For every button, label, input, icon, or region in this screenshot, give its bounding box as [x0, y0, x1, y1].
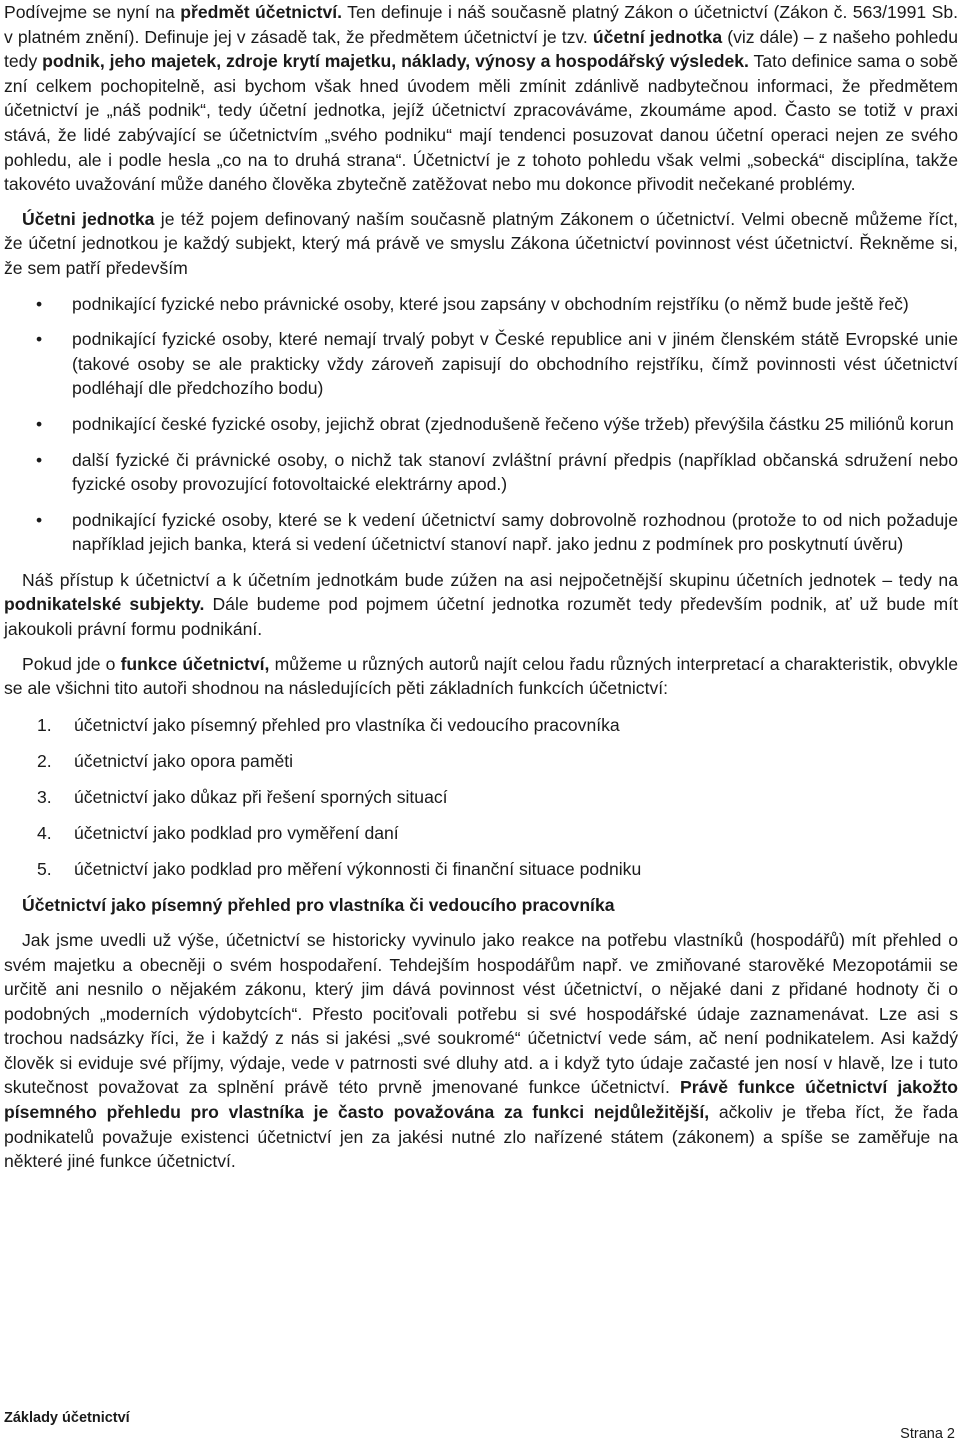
text-run: Pokud jde o	[22, 653, 121, 674]
paragraph-subject	[4, 0, 958, 197]
list-item-text: podnikající fyzické nebo právnické osoby, které jsou zapsány v obchodním rejstříku (o němž bude ještě řeč)	[72, 293, 909, 314]
text-run: Náš přístup k účetnictví a k účetním jednotkám bude zúžen na asi nejpočetnější skupinu účetních jednotek – tedy na	[22, 569, 958, 590]
bullet-marker: •	[36, 413, 43, 434]
footer-title: Základy účetnictví	[4, 1410, 130, 1426]
list-item-text: účetnictví jako podklad pro vyměření daní	[74, 823, 399, 844]
list-item	[4, 327, 958, 401]
section-heading: Účetnictví jako písemný přehled pro vlastníka či vedoucího pracovníka	[22, 895, 615, 916]
list-item	[4, 412, 958, 437]
list-item	[4, 749, 958, 774]
list-number: 5.	[37, 859, 52, 880]
text-run: Podívejme se nyní na	[4, 2, 181, 22]
text-run: (viz dále) – z našeho pohledu tedy	[4, 26, 959, 72]
list-item	[4, 785, 958, 810]
paragraph-accounting-unit	[4, 207, 958, 281]
list-item	[4, 508, 958, 557]
bullet-marker: •	[36, 329, 43, 350]
text-run: Tato definice sama o sobě zní celkem pochopitelně, asi bychom však hned úvodem měli zmínit zdánlivě nadbytečnou informaci, že předmětem účetnictví je „náš podnik“, tedy účetní jednotka, jejíž účetnictví zpracováváme, zkoumáme apod. Často se totiž v praxi stává, že lidé zabývající se účetnictvím „svého podniku“ mají tendenci posuzovat danou účetní operaci nejen ze svého pohledu, ale i podle hesla „co na to druhá strana“. Účetnictví je z tohoto pohledu však velmi „sobecká“ disciplína, takže takovéto uvažování může daného člověka zbytečně zatěžovat nebo mu dokonce přivodit nečekané problémy.	[4, 51, 958, 195]
list-item-text: účetnictví jako písemný přehled pro vlastníka či vedoucího pracovníka	[74, 714, 620, 735]
list-item	[4, 448, 958, 497]
text-run: ačkoliv je třeba říct, že řada podnikatelů považuje existenci účetnictví jen za jakési nutné zlo nařízené státem (zákonem) a spíše se zaměřuje na některé jiné funkce účetnictví.	[4, 1102, 958, 1172]
list-item-text: další fyzické či právnické osoby, o nichž tak stanoví zvláštní právní předpis (například občanská sdružení nebo fyzické osoby provozující fotovoltaické elektrárny apod.)	[72, 449, 958, 495]
page-number: Strana 2	[900, 1426, 955, 1442]
text-run: Jak jsme uvedli už výše, účetnictví se historicky vyvinulo jako reakce na potřebu vlastníků (hospodářů) mít přehled o svém majetku a obecněji o svém hospodaření. Tehdejším hospodářům např. ve zmiňované starověké Mezopotámii se určitě ani nesnilo o nějakém zákonu, který jim dává povinnost vést účetnictví, o nějaké dani z přidané hodnoty či o podobných „moderních výdobytcích“. Přesto pociťovali potřebu si své hospodářské údaje zaznamenávat. Lze asi s trochou nadsázky říci, že i každý z nás si jakési „své soukromé“ účetnictví vede sám, ač není podnikatelem. Asi každý člověk si eviduje své příjmy, výdaje, vede v patrnosti své dluhy atd. a i když tyto údaje začasté jen nosí v hlavě, lze i tuto skutečnost považovat za splnění právě této prvně jmenované funkce účetnictví.	[4, 929, 958, 1098]
list-item	[4, 821, 958, 846]
list-item	[4, 292, 958, 317]
list-item-text: účetnictví jako důkaz při řešení sporných situací	[74, 787, 448, 808]
bold-term: podnik, jeho majetek, zdroje krytí majetku, náklady, výnosy a hospodářský výsledek.	[42, 51, 749, 72]
list-item	[4, 857, 958, 882]
list-item	[4, 713, 958, 738]
paragraph-functions-intro	[4, 652, 958, 701]
bold-term: Právě funkce účetnictví jakožto písemného přehledu pro vlastníka je často považována za funkci nejdůležitější,	[4, 1077, 959, 1123]
bold-term: předmět účetnictví.	[180, 2, 343, 22]
bold-term: Účetni jednotka	[22, 208, 155, 229]
list-number: 2.	[37, 750, 52, 771]
list-item-text: účetnictví jako opora paměti	[74, 750, 294, 771]
text-run: Dále budeme pod pojmem účetní jednotka rozumět tedy především podnik, ať už bude mít jakoukoli právní formu podnikání.	[4, 594, 958, 640]
bold-term: podnikatelské subjekty.	[4, 594, 205, 615]
text-run: je též pojem definovaný naším současně platným Zákonem o účetnictví. Velmi obecně můžeme říct, že účetní jednotkou je každý subjekt, který má právě ve smyslu Zákona účetnictví povinnost vést účetnictví. Řekněme si, že sem patří především	[4, 208, 958, 278]
bullet-marker: •	[36, 293, 43, 314]
list-item-text: podnikající fyzické osoby, které nemají trvalý pobyt v České republice ani v jiném členském státě Evropské unie (takové osoby se ale prakticky vždy zároveň zapisují do obchodního rejstříku, čímž povinnosti vést účetnictví podléhají dle předchozího bodu)	[72, 329, 958, 399]
bold-term: funkce účetnictví,	[120, 653, 270, 674]
list-number: 3.	[37, 787, 52, 808]
functions-list	[4, 713, 958, 882]
list-item-text: podnikající české fyzické osoby, jejichž obrat (zjednodušeně řečeno výše tržeb) převýšila částku 25 miliónů korun	[72, 413, 954, 434]
text-run: můžeme u různých autorů najít celou řadu různých interpretací a charakteristik, obvykle se ale všichni tito autoři shodnou na následujících pěti základních funkcích účetnictví:	[4, 653, 958, 699]
bold-term: účetní jednotka	[592, 26, 723, 47]
document-page	[4, 0, 958, 1174]
list-number: 1.	[37, 714, 52, 735]
list-item-text: podnikající fyzické osoby, které se k vedení účetnictví samy dobrovolně rozhodnou (protože to od nich požaduje například jejich banka, která si vedení účetnictví stanoví např. jako jednu z podmínek pro poskytnutí úvěru)	[72, 509, 958, 555]
paragraph-approach	[4, 568, 958, 642]
bullet-marker: •	[36, 449, 43, 470]
list-item-text: účetnictví jako podklad pro měření výkonnosti či finanční situace podniku	[74, 859, 642, 880]
bullet-marker: •	[36, 509, 43, 530]
paragraph-written-overview	[4, 928, 958, 1174]
bullet-list	[4, 292, 958, 557]
list-number: 4.	[37, 823, 52, 844]
text-run: Ten definuje i náš současně platný Zákon o účetnictví (Zákon č. 563/1991 Sb. v platném znění). Definuje jej v zásadě tak, že předmětem účetnictví je tzv.	[4, 2, 958, 47]
